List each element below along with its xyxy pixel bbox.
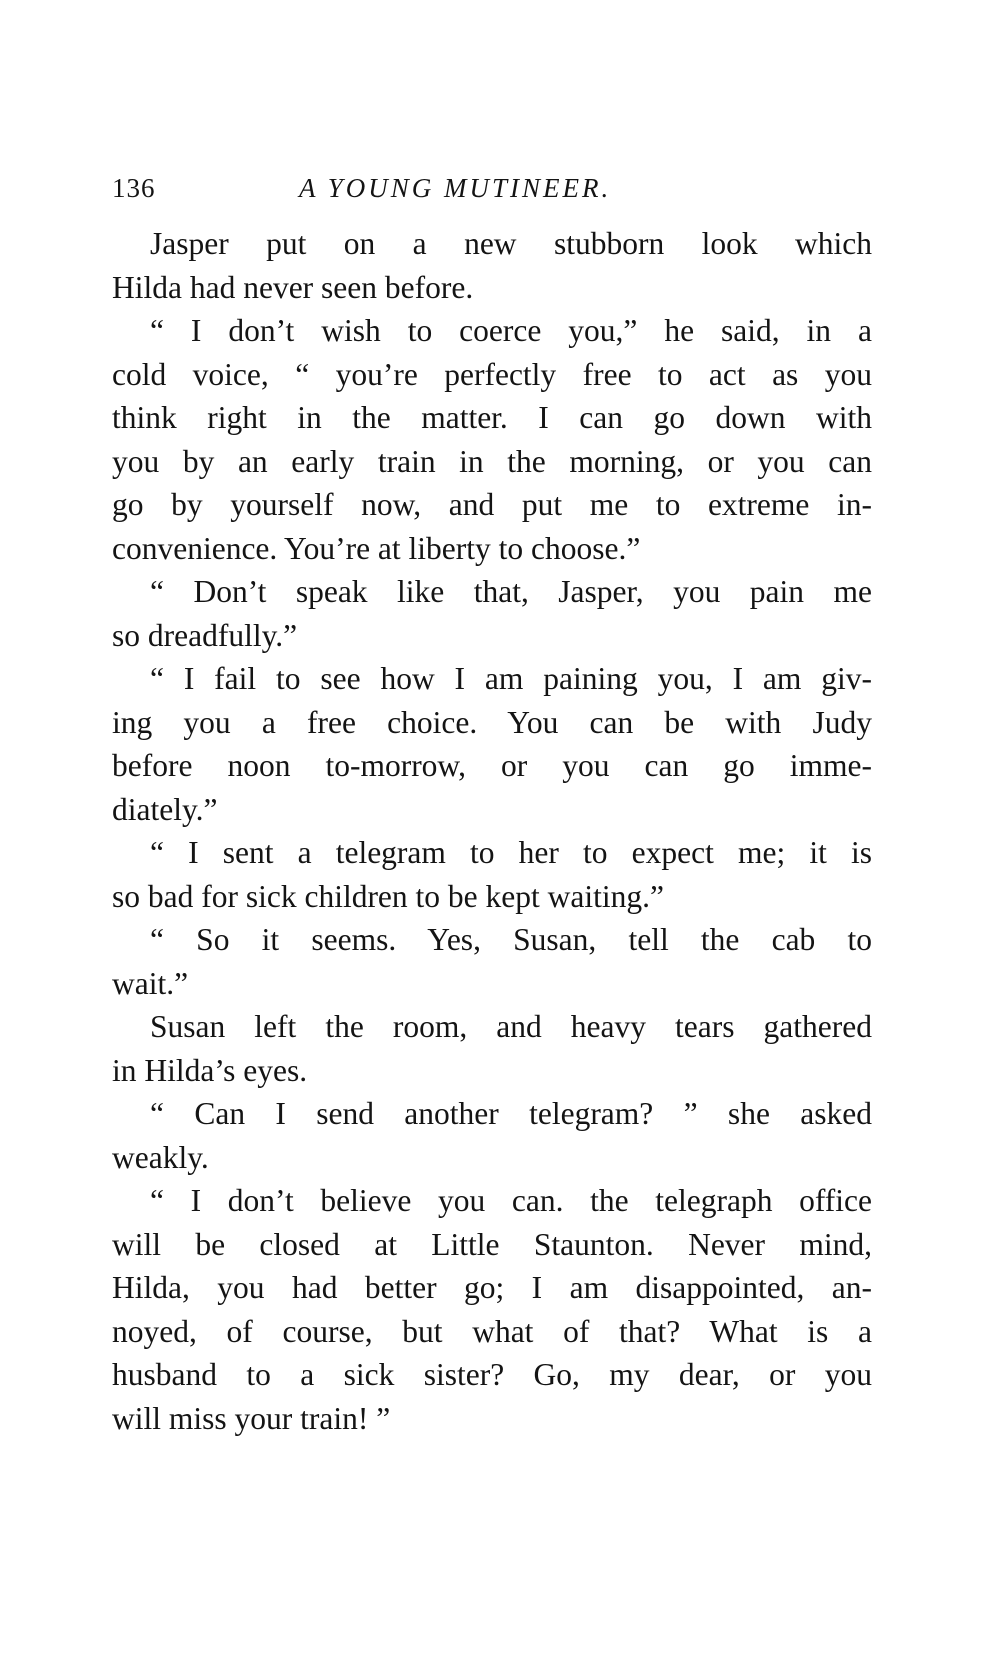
text-line: you by an early train in the morning, or you can [112, 443, 872, 479]
text-line: “ I don’t wish to coerce you,” he said, in a [150, 313, 872, 348]
text-body [112, 222, 872, 1440]
text-line: go by yourself now, and put me to extreme in- [112, 487, 872, 522]
text-line: cold voice, “ you’re perfectly free to act as you [112, 356, 872, 392]
text-line: ing you a free choice. You can be with Judy [112, 704, 872, 740]
text-line: “ I sent a telegram to her to expect me; it is [150, 835, 872, 870]
running-head [112, 168, 872, 208]
text-line: convenience. You’re at liberty to choose.” [112, 530, 641, 566]
text-line: “ Don’t speak like that, Jasper, you pain me [150, 574, 872, 609]
text-line: husband to a sick sister? Go, my dear, or you [112, 1357, 872, 1392]
text-line: Hilda had never seen before. [112, 269, 474, 305]
text-line: “ I don’t believe you can. the telegraph office [150, 1183, 872, 1218]
text-line: Hilda, you had better go; I am disappointed, an- [112, 1270, 872, 1305]
text-line: “ I fail to see how I am paining you, I am giv- [150, 661, 872, 696]
text-line: will be closed at Little Staunton. Never mind, [112, 1226, 872, 1262]
text-line: think right in the matter. I can go down with [112, 400, 872, 435]
text-line: Jasper put on a new stubborn look which [150, 226, 872, 261]
page-number: 136 [112, 173, 156, 203]
text-line: will miss your train! ” [112, 1400, 391, 1436]
running-title: A YOUNG MUTINEER. [299, 173, 612, 203]
text-line: wait.” [112, 965, 189, 1001]
text-line: Susan left the room, and heavy tears gathered [150, 1009, 872, 1044]
text-line: in Hilda’s eyes. [112, 1052, 308, 1088]
text-line: weakly. [112, 1139, 209, 1175]
text-line: “ Can I send another telegram? ” she asked [150, 1096, 872, 1131]
text-line: diately.” [112, 791, 218, 827]
text-line: “ So it seems. Yes, Susan, tell the cab to [150, 922, 872, 957]
text-line: before noon to-morrow, or you can go imme- [112, 748, 872, 783]
text-line: so dreadfully.” [112, 617, 298, 653]
text-line: so bad for sick children to be kept waiting.” [112, 878, 664, 914]
text-line: noyed, of course, but what of that? What is a [112, 1313, 872, 1349]
